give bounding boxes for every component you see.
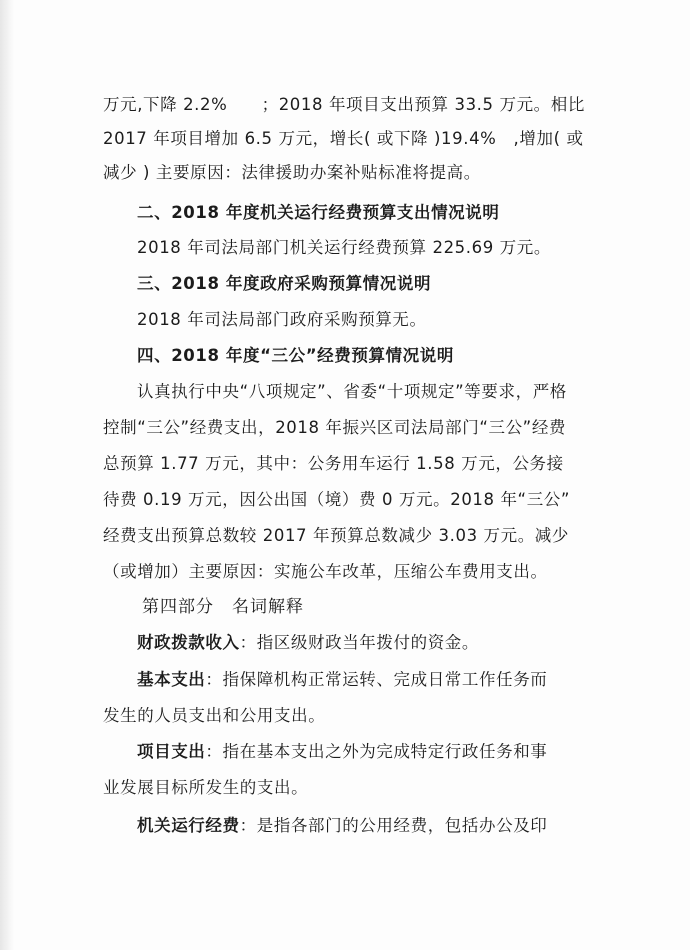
section-heading: 三、2018 年度政府采购预算情况说明: [137, 274, 432, 293]
text-line: 2018 年司法局部门机关运行经费预算 225.69 万元。: [137, 238, 551, 257]
text-line: 认真执行中央“八项规定”、省委“十项规定”等要求，严格: [137, 382, 567, 401]
text-line: 经费支出预算总数较 2017 年预算总数减少 3.03 万元。减少: [103, 526, 570, 545]
term-label: 财政拨款收入: [137, 633, 240, 652]
text-line: 2018 年司法局部门政府采购预算无。: [137, 310, 427, 329]
text-line: 万元,下降 2.2% ；2018 年项目支出预算 33.5 万元。相比: [103, 95, 585, 114]
term-definition: [137, 742, 547, 762]
text-line: 发生的人员支出和公用支出。: [103, 706, 326, 725]
part-heading: 第四部分 名词解释: [142, 597, 304, 617]
text-line: 待费 0.19 万元，因公出国（境）费 0 万元。2018 年“三公”: [103, 490, 571, 509]
term-text: ：指区级财政当年拨付的资金。: [239, 633, 480, 652]
term-label: 机关运行经费: [137, 816, 240, 835]
term-label: 基本支出: [137, 670, 206, 689]
text-line: 业发展目标所发生的支出。: [103, 778, 309, 797]
term-text: ：指在基本支出之外为完成特定行政任务和事: [205, 742, 548, 761]
text-line: 总预算 1.77 万元，其中：公务用车运行 1.58 万元，公务接: [103, 454, 564, 473]
term-definition: [137, 633, 479, 653]
term-definition: [137, 670, 547, 690]
section-heading: 二、2018 年度机关运行经费预算支出情况说明: [137, 203, 500, 222]
term-text: ：是指各部门的公用经费，包括办公及印: [239, 816, 548, 835]
section-heading: 四、2018 年度“三公”经费预算情况说明: [137, 346, 454, 365]
text-line: 减少 ) 主要原因：法律援助办案补贴标准将提高。: [103, 163, 481, 182]
term-text: ：指保障机构正常运转、完成日常工作任务而: [205, 670, 548, 689]
term-label: 项目支出: [137, 742, 206, 761]
text-line: 控制“三公”经费支出，2018 年振兴区司法局部门“三公”经费: [103, 418, 567, 437]
text-line: 2017 年项目增加 6.5 万元，增长( 或下降 )19.4% ,增加( 或: [103, 129, 584, 148]
text-line: （或增加）主要原因：实施公车改革，压缩公车费用支出。: [103, 562, 548, 581]
scan-edge: [0, 0, 14, 950]
term-definition: [137, 816, 547, 836]
